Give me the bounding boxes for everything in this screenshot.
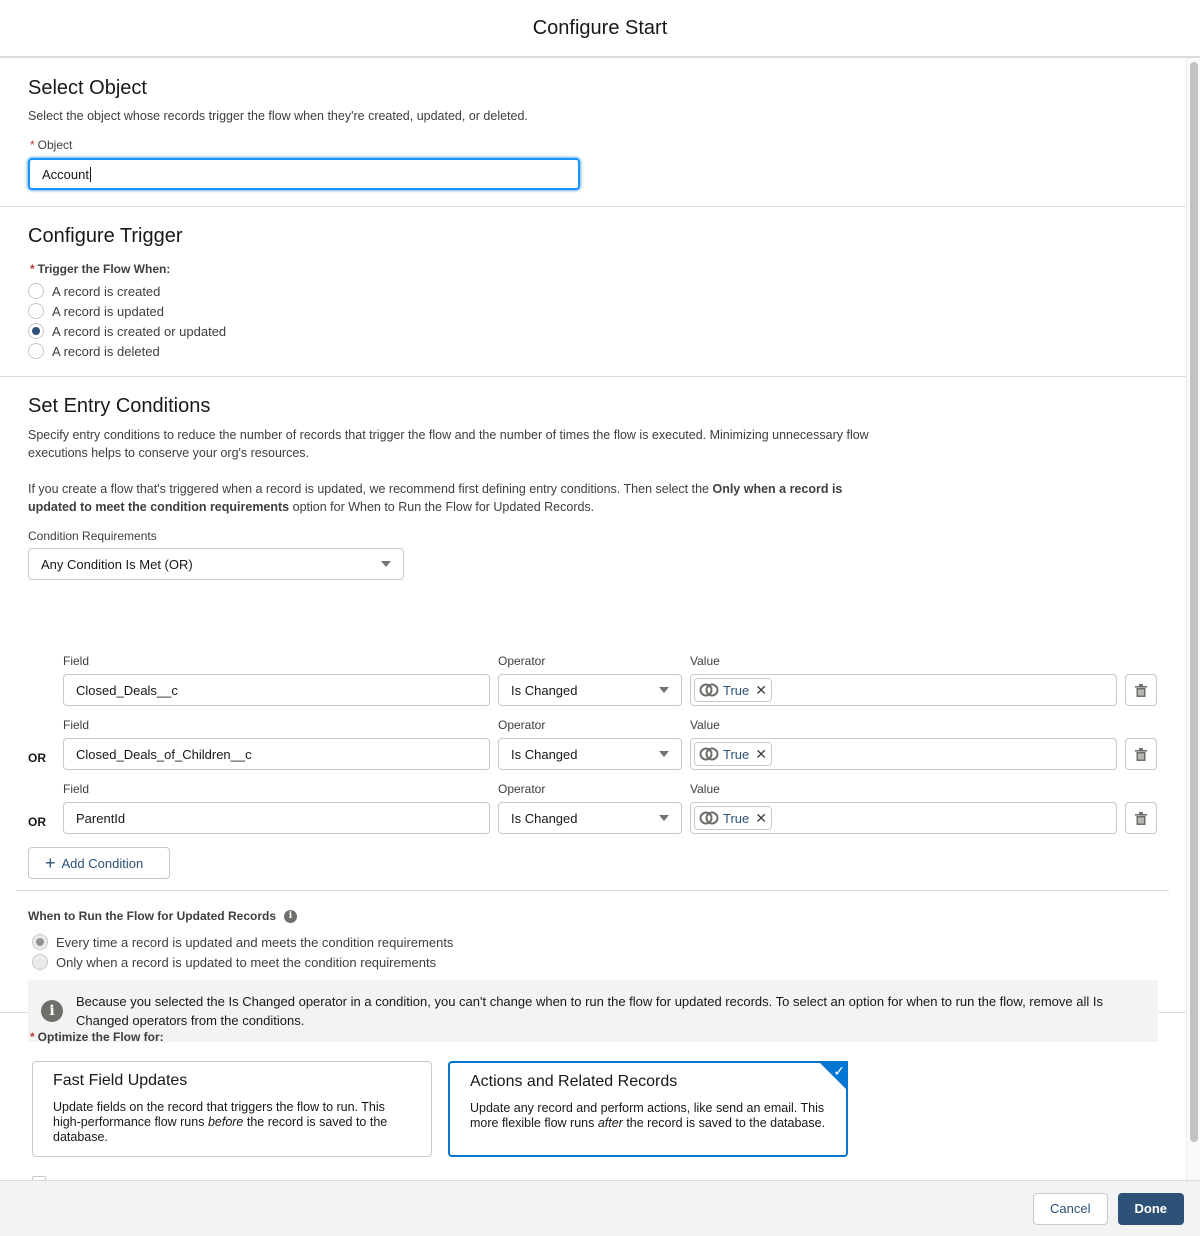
radio-button — [32, 934, 48, 950]
condition-logic-label: OR — [28, 815, 46, 829]
condition-field-group — [63, 654, 490, 706]
remove-icon[interactable]: ✕ — [755, 745, 767, 762]
optimize-card-actions-related-records[interactable] — [448, 1061, 848, 1157]
chevron-down-icon — [659, 815, 669, 821]
remove-icon[interactable]: ✕ — [755, 809, 767, 826]
trigger-option-deleted[interactable]: A record is deleted — [28, 341, 226, 361]
run-option-only-when: Only when a record is updated to meet the condition requirements — [32, 952, 453, 972]
condition-field-input[interactable]: ParentId — [63, 802, 490, 834]
run-option-every-time: Every time a record is updated and meets the condition requirements — [32, 932, 453, 952]
condition-field-input[interactable]: Closed_Deals__c — [63, 674, 490, 706]
condition-operator-group — [498, 654, 682, 706]
condition-logic-label: OR — [28, 751, 46, 765]
condition-requirements-label: Condition Requirements — [28, 529, 157, 543]
info-icon[interactable]: i — [284, 910, 297, 923]
condition-operator-group — [498, 782, 682, 834]
modal-title: Configure Start — [532, 16, 668, 39]
divider — [16, 890, 1169, 891]
radio-button[interactable] — [28, 323, 44, 339]
value-pill[interactable]: True ✕ — [694, 806, 772, 830]
field-label: Field — [63, 718, 90, 732]
global-constant-icon — [699, 683, 719, 697]
chevron-down-icon — [659, 751, 669, 757]
trigger-option-updated[interactable]: A record is updated — [28, 301, 226, 321]
global-constant-icon — [699, 747, 719, 761]
radio-button — [32, 954, 48, 970]
condition-row — [28, 718, 1158, 782]
condition-operator-select[interactable]: Is Changed — [498, 802, 682, 834]
operator-label: Operator — [498, 718, 546, 732]
required-marker: * — [30, 138, 35, 152]
cancel-button[interactable]: Cancel — [1033, 1193, 1107, 1225]
radio-button[interactable] — [28, 283, 44, 299]
card-description: Update any record and perform actions, like send an email. This more flexible flow runs after the record is saved to the database. — [470, 1101, 826, 1130]
trigger-label: * Trigger the Flow When: — [30, 262, 171, 276]
condition-value-group — [690, 654, 1117, 706]
condition-requirements-select[interactable]: Any Condition Is Met (OR) — [28, 548, 404, 580]
condition-field-input[interactable]: Closed_Deals_of_Children__c — [63, 738, 490, 770]
scrollbar[interactable] — [1186, 58, 1200, 1180]
condition-value-input[interactable] — [690, 738, 1117, 770]
modal-footer — [0, 1180, 1200, 1236]
condition-value-group — [690, 718, 1117, 770]
chevron-down-icon — [659, 687, 669, 693]
entry-conditions-recommendation: If you create a flow that's triggered when a record is updated, we recommend first defining entry conditions. Then select the Only when a record is updated to meet the condition requirements option for When to Run the Flow for Updated Records. — [28, 482, 843, 514]
value-label: Value — [690, 718, 720, 732]
scroll-thumb[interactable] — [1190, 62, 1198, 1142]
select-object-section — [0, 58, 1186, 207]
done-button[interactable]: Done — [1118, 1193, 1185, 1225]
value-label: Value — [690, 782, 720, 796]
trash-icon — [1135, 812, 1147, 825]
radio-button[interactable] — [28, 343, 44, 359]
delete-condition-button[interactable] — [1125, 674, 1157, 706]
select-object-heading: Select Object — [28, 77, 147, 99]
optimize-label: * Optimize the Flow for: — [30, 1030, 164, 1044]
entry-conditions-description: Specify entry conditions to reduce the number of records that trigger the flow and the number of times the flow is executed. Minimizing unnecessary flow executions helps to conserve your org's resources. — [28, 428, 869, 460]
operator-label: Operator — [498, 654, 546, 668]
info-message: i Because you selected the Is Changed operator in a condition, you can't change when to run the flow for updated records. To select an option for when to run the flow, remove all Is Changed operators from the conditions. — [28, 980, 1158, 1042]
entry-conditions-heading: Set Entry Conditions — [28, 395, 211, 417]
select-object-description: Select the object whose records trigger the flow when they're created, updated, or deleted. — [28, 109, 528, 123]
operator-label: Operator — [498, 782, 546, 796]
configure-trigger-section — [0, 207, 1186, 377]
global-constant-icon — [699, 811, 719, 825]
field-label: Field — [63, 782, 90, 796]
add-icon: + — [45, 852, 56, 873]
object-input[interactable]: Account — [28, 158, 580, 190]
when-to-run-radio-group — [32, 932, 453, 972]
condition-row — [28, 782, 1158, 846]
condition-value-input[interactable] — [690, 802, 1117, 834]
configure-trigger-heading: Configure Trigger — [28, 225, 183, 247]
object-label: * Object — [30, 138, 73, 152]
entry-conditions-section — [0, 377, 1186, 1028]
trigger-radio-group — [28, 281, 226, 361]
delete-condition-button[interactable] — [1125, 802, 1157, 834]
condition-value-input[interactable] — [690, 674, 1117, 706]
chevron-down-icon — [381, 561, 391, 567]
check-icon: ✓ — [833, 1063, 845, 1079]
trigger-option-created[interactable]: A record is created — [28, 281, 226, 301]
trash-icon — [1135, 748, 1147, 761]
card-description: Update fields on the record that triggers the flow to run. This high-performance flow runs before the record is saved to the database. — [53, 1100, 388, 1144]
trigger-option-created-or-updated[interactable]: A record is created or updated — [28, 321, 226, 341]
condition-field-group — [63, 718, 490, 770]
modal-header — [0, 0, 1200, 58]
card-title: Actions and Related Records — [470, 1073, 678, 1090]
required-marker: * — [30, 262, 35, 276]
remove-icon[interactable]: ✕ — [755, 681, 767, 698]
condition-field-group — [63, 782, 490, 834]
condition-row — [28, 654, 1158, 718]
value-label: Value — [690, 654, 720, 668]
info-icon: i — [41, 1000, 63, 1022]
condition-operator-select[interactable]: Is Changed — [498, 674, 682, 706]
trash-icon — [1135, 684, 1147, 697]
condition-value-group — [690, 782, 1117, 834]
required-marker: * — [30, 1030, 35, 1044]
value-pill[interactable]: True ✕ — [694, 678, 772, 702]
field-label: Field — [63, 654, 90, 668]
card-title: Fast Field Updates — [53, 1072, 188, 1089]
radio-button[interactable] — [28, 303, 44, 319]
optimize-card-fast-field-updates[interactable] — [32, 1061, 432, 1157]
modal-body — [0, 58, 1186, 1180]
condition-operator-group — [498, 718, 682, 770]
text-caret — [90, 167, 91, 182]
when-to-run-label: When to Run the Flow for Updated Records i — [28, 909, 297, 923]
add-condition-button[interactable]: + Add Condition — [28, 847, 170, 879]
condition-operator-select[interactable]: Is Changed — [498, 738, 682, 770]
delete-condition-button[interactable] — [1125, 738, 1157, 770]
value-pill[interactable]: True ✕ — [694, 742, 772, 766]
